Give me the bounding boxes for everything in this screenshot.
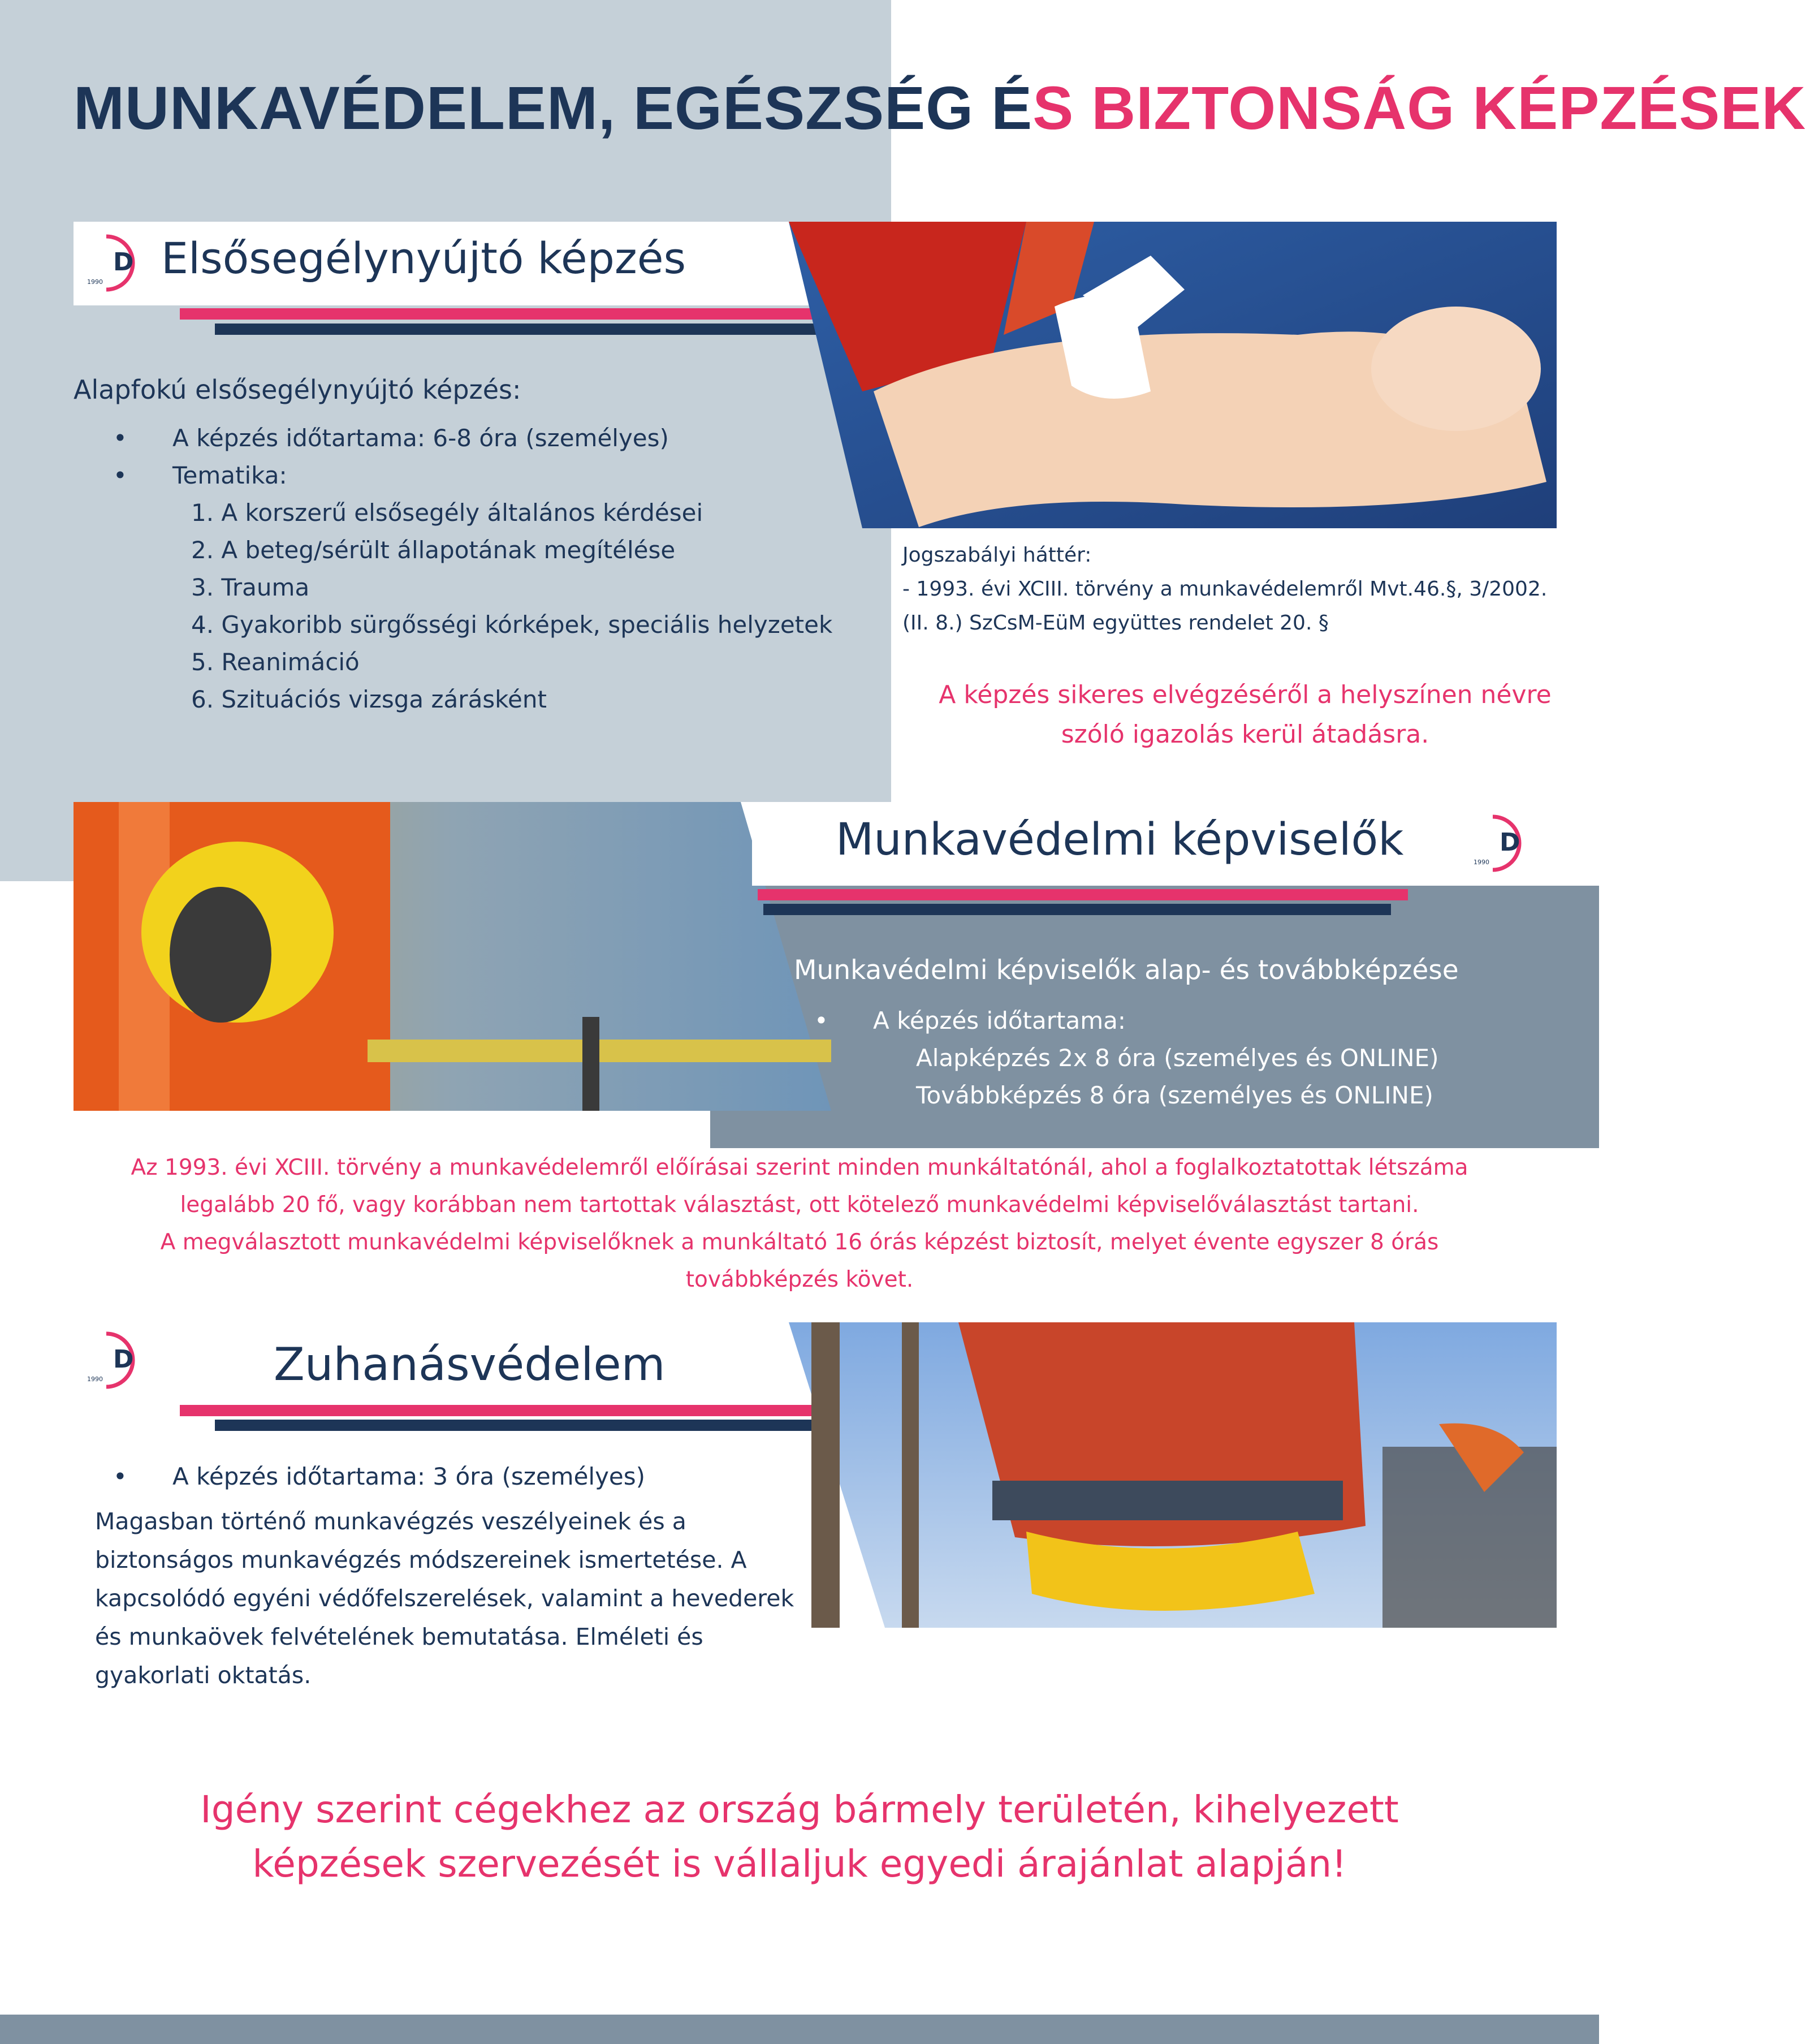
representatives-further-training: Továbbképzés 8 óra (személyes és ONLINE) xyxy=(916,1081,1433,1109)
svg-text:D: D xyxy=(1500,828,1520,857)
fall-protection-header-stripe-navy xyxy=(215,1420,837,1431)
footer-bar xyxy=(0,2015,1599,2044)
certificate-note: A képzés sikeres elvégzéséről a helyszínen névre szóló igazolás kerül átadásra. xyxy=(939,680,1552,749)
hard-hat-worker-photo xyxy=(74,802,831,1111)
representatives-header-stripe-navy xyxy=(763,904,1391,915)
first-aid-topic-6: 6. Szituációs vizsga zárásként xyxy=(191,685,547,713)
first-aid-header-stripe-pink xyxy=(180,308,819,320)
first-aid-heading: Elsősegélynyújtó képzés xyxy=(161,233,686,283)
representatives-subtitle: Munkavédelmi képviselők alap- és továbbképzése xyxy=(794,955,1459,986)
svg-text:D: D xyxy=(113,1345,134,1374)
fall-protection-header-stripe-pink xyxy=(180,1405,819,1416)
first-aid-topic-1: 1. A korszerű elsősegély általános kérdései xyxy=(191,499,703,527)
legal-background: Jogszabályi háttér: - 1993. évi XCIII. törvény a munkavédelemről Mvt.46.§, 3/2002. (II. 8.) SzCsM-EüM együttes rendelet 20. § xyxy=(902,544,1548,635)
cpr-training-photo xyxy=(789,222,1557,528)
svg-text:D: D xyxy=(113,248,134,277)
company-logo xyxy=(1470,812,1532,874)
svg-text:1990: 1990 xyxy=(87,278,103,286)
fall-protection-harness-photo xyxy=(789,1322,1557,1628)
first-aid-header-stripe-navy xyxy=(215,324,837,335)
representatives-heading: Munkavédelmi képviselők xyxy=(836,814,1404,865)
page-title: MUNKAVÉDELEM, EGÉSZSÉG ÉS BIZTONSÁG KÉPZÉSEK xyxy=(74,74,1806,142)
company-logo xyxy=(84,1329,146,1391)
representatives-header-stripe-pink xyxy=(758,889,1408,900)
svg-text:1990: 1990 xyxy=(1474,859,1489,866)
first-aid-topic-2: 2. A beteg/sérült állapotának megítélése xyxy=(191,536,676,564)
first-aid-subtitle: Alapfokú elsősegélynyújtó képzés: xyxy=(74,374,521,405)
company-logo xyxy=(84,232,146,294)
first-aid-topic-5: 5. Reanimáció xyxy=(191,648,360,676)
closing-offer: Igény szerint cégekhez az ország bármely területén, kihelyezett képzések szervezését is vállaljuk egyedi árajánlat alapján! xyxy=(200,1788,1399,1886)
first-aid-topic-4: 4. Gyakoribb sürgősségi kórképek, speciális helyzetek xyxy=(191,611,833,639)
fall-protection-description: Magasban történő munkavégzés veszélyeinek és a biztonságos munkavégzés módszereinek ismertetése. A kapcsolódó egyéni védőfelszerelések, valamint a hevederek és munkaövek felvételének bemutatása. Elméleti és gyakorlati oktatás. xyxy=(95,1508,794,1689)
first-aid-topic-3: 3. Trauma xyxy=(191,573,310,601)
representatives-law-text: Az 1993. évi XCIII. törvény a munkavédelemről előírásai szerint minden munkáltatónál, ahol a foglalkoztatottak létszáma legalább 20 fő, vagy korábban nem tartottak választást, ott kötelező munkavédelmi képviselőválasztást tartani. A megválasztott munkavédelmi képviselőknek a munkáltató 16 órás képzést biztosít, melyet évente egyszer 8 órás továbbképzés követ. xyxy=(131,1155,1468,1292)
fall-protection-heading: Zuhanásvédelem xyxy=(274,1338,666,1391)
representatives-basic-training: Alapképzés 2x 8 óra (személyes és ONLINE) xyxy=(916,1044,1439,1072)
svg-text:1990: 1990 xyxy=(87,1375,103,1383)
